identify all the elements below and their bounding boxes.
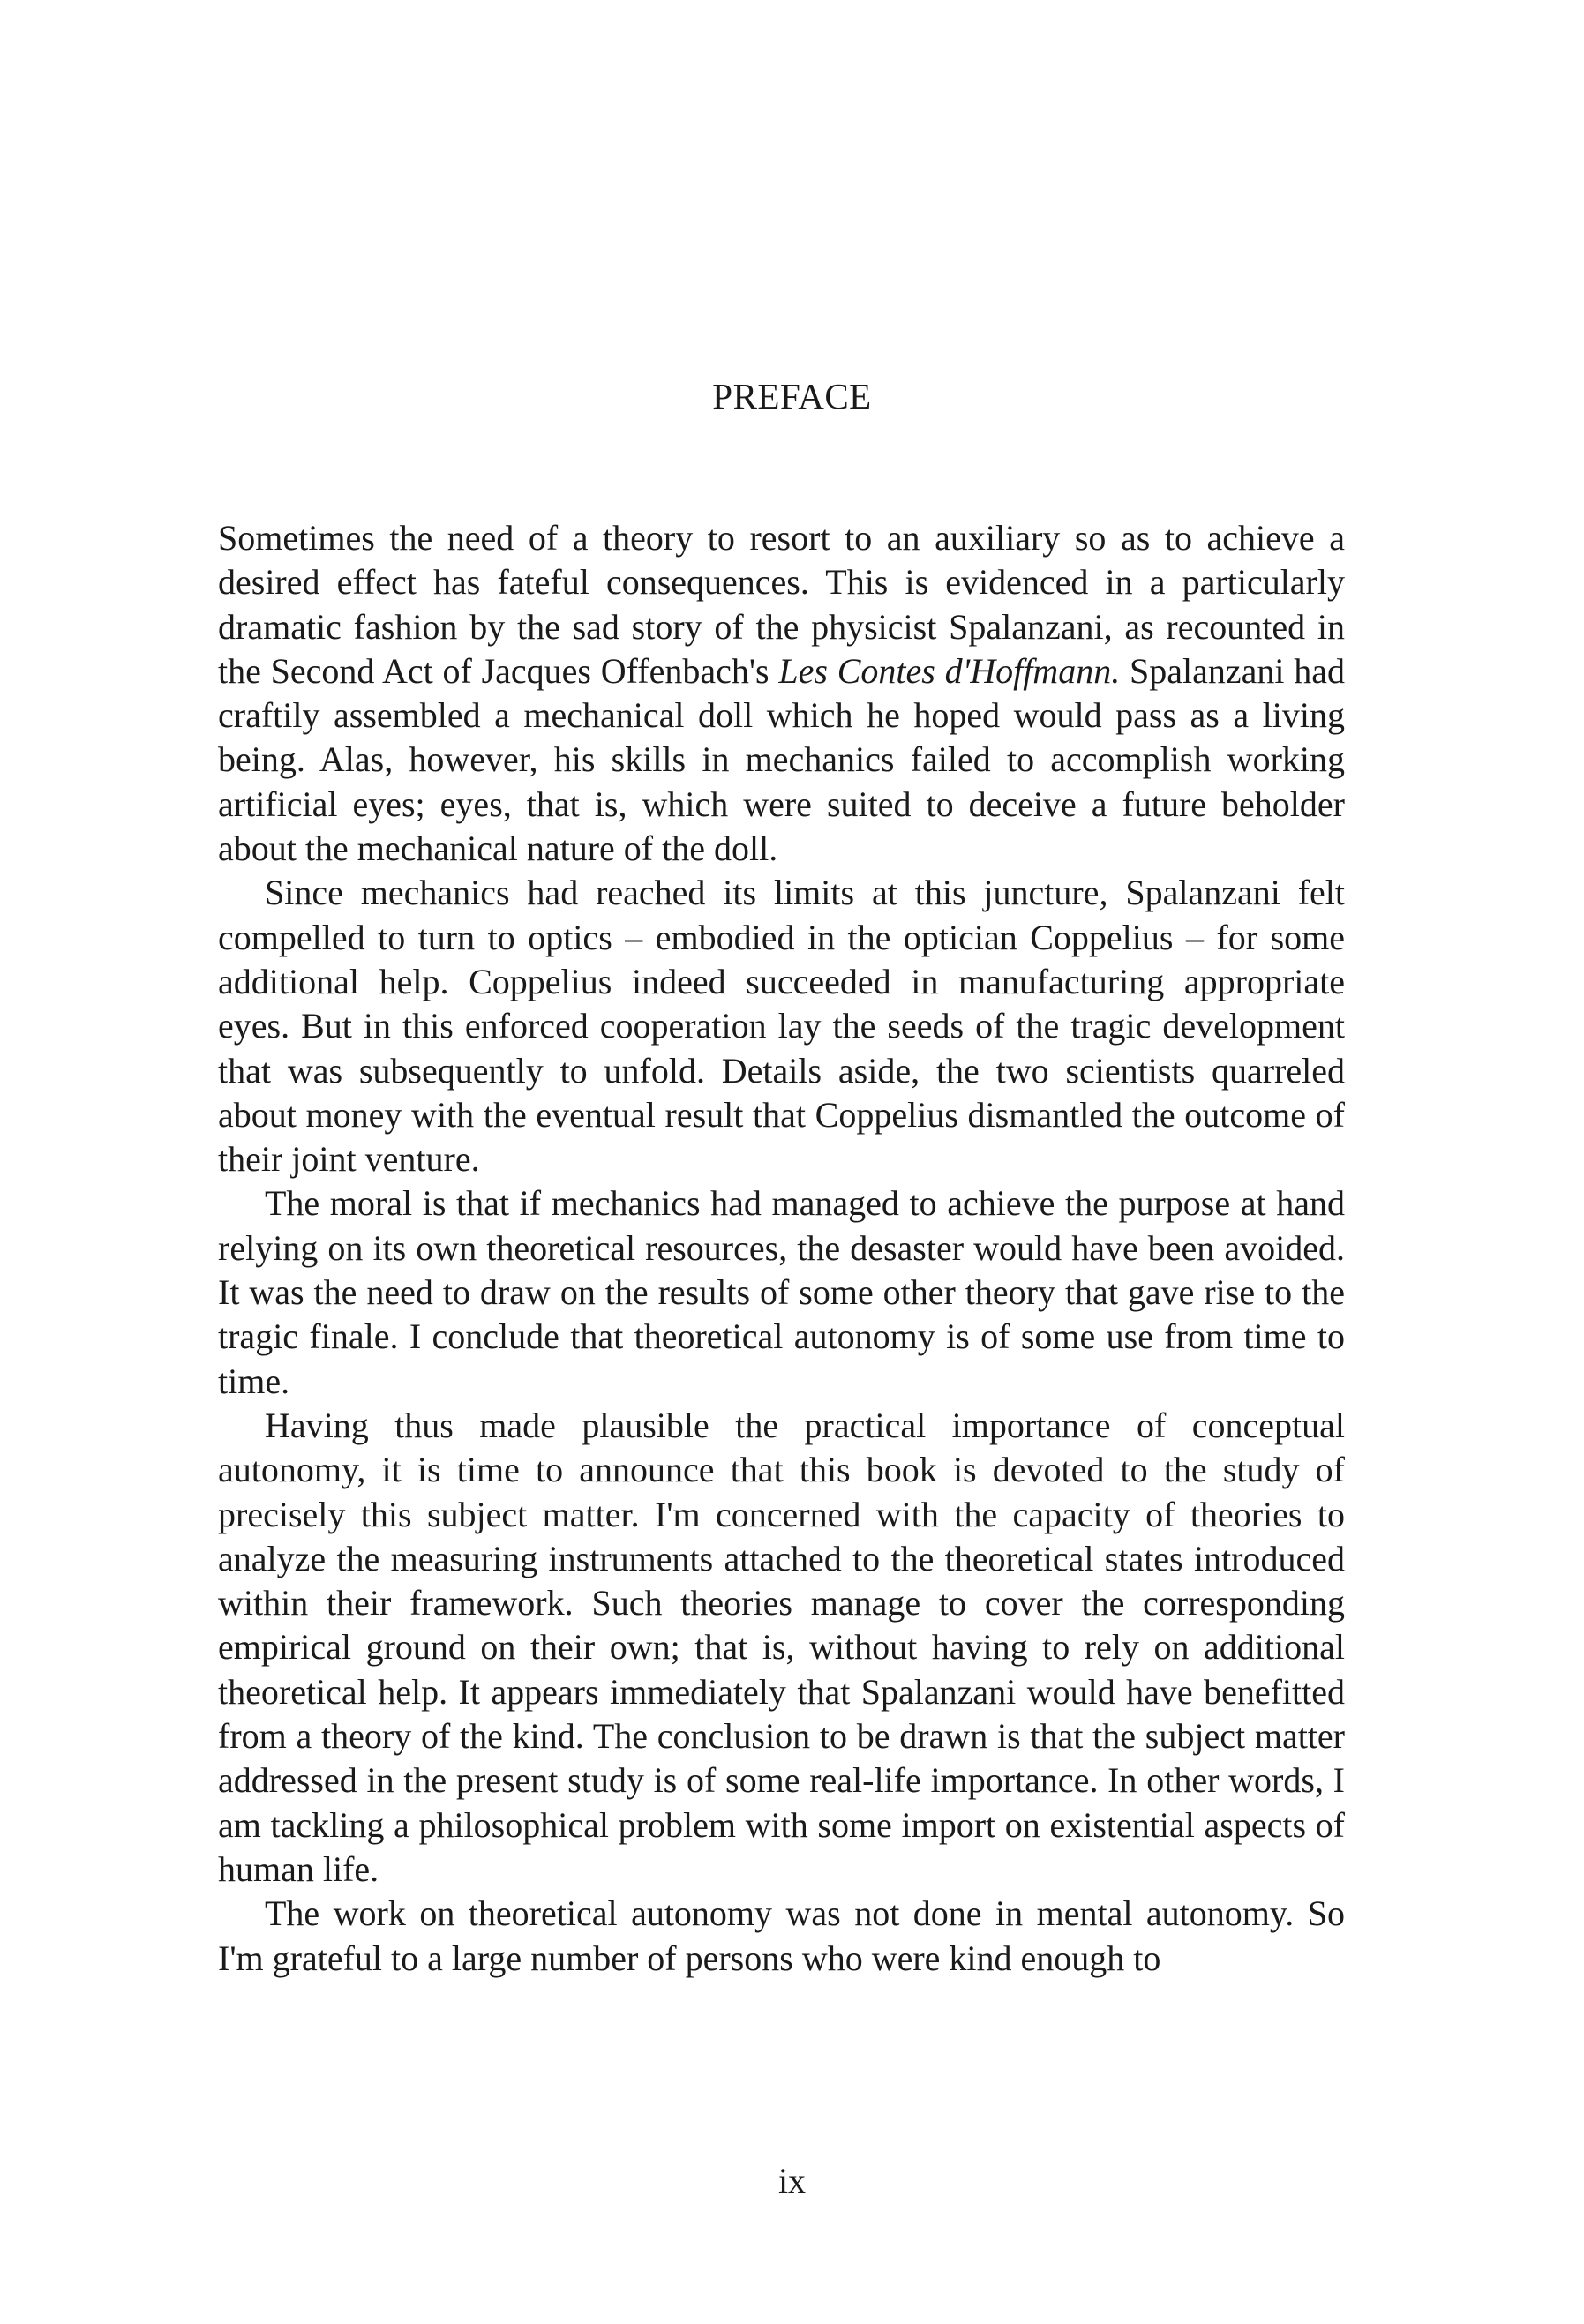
page-number: ix — [777, 2161, 807, 2200]
paragraph-4: Having thus made plausible the practical importance of conceptual autonomy, it is time to announce that this book is devoted to the study of precisely this subject matter. I'm concerned with the capacity of theories to analyze the measuring instruments attached to the theoretical states introduced within their framework. Such theories manage to cover the corresponding empirical ground on their own; that is, without having to rely on additional theoretical help. It appears immediately that Spalanzani would have benefitted from a theory of the kind. The conclusion to be drawn is that the subject matter addressed in the present study is of some real-life importance. In other words, I am tackling a philosophical problem with some import on existential aspects of human life. — [218, 1405, 1345, 1889]
paragraph-3: The moral is that if mechanics had managed to achieve the purpose at hand relying on its own theoretical resources, the desaster would have been avoided. It was the need to draw on the results of some other theory that gave rise to the tragic finale. I conclude that theoretical autonomy is of some use from time to time. — [218, 1183, 1345, 1401]
paragraph-1 — [218, 516, 1345, 871]
paragraph-1-text-a: Sometimes the need of a theory to resort to an auxiliary so as to achieve a desired effect has fateful consequences. This is evidenced in a particularly dramatic fashion by the sad story of the physicist Spalanzani, as recounted in the Second Act of Jacques Offenbach's — [218, 518, 1345, 691]
paragraph-2: Since mechanics had reached its limits at this juncture, Spalanzani felt compelled to turn to optics – embodied in the optician Coppelius – for some additional help. Coppelius indeed succeeded in manufacturing appropriate eyes. But in this enforced cooperation lay the seeds of the tragic development that was subsequently to unfold. Details aside, the two scientists quarreled about money with the eventual result that Coppelius dismantled the outcome of their joint venture. — [218, 873, 1345, 1180]
preface-body — [218, 516, 1345, 1981]
paragraph-5: The work on theoretical autonomy was not done in mental autonomy. So I'm grateful to a large number of persons who were kind enough to — [218, 1893, 1345, 1978]
paragraph-1-text-b: Spalanzani had craftily assembled a mechanical doll which he hoped would pass as a living being. Alas, however, his skills in mechanics failed to accomplish working artificial eyes; eyes, that is, which were suited to deceive a future beholder about the mechanical nature of the doll. — [218, 650, 1346, 869]
opera-title: Les Contes d'Hoffmann. — [778, 650, 1121, 691]
page-title: PREFACE — [712, 376, 872, 416]
